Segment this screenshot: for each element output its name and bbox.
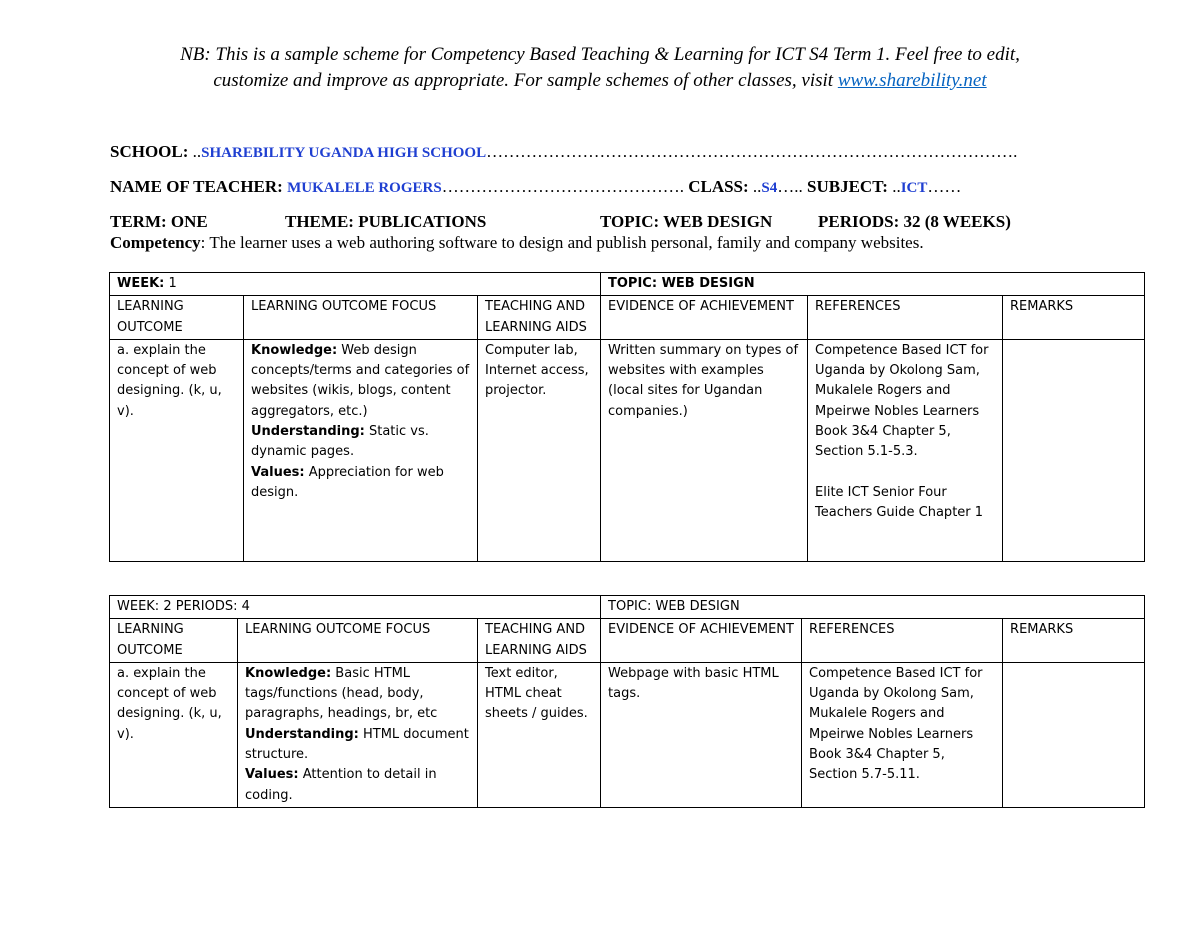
note-line-2-text: customize and improve as appropriate. For sample schemes of other classes, visit	[213, 70, 838, 91]
school-label: SCHOOL:	[110, 142, 189, 161]
values-text: Attention to detail in coding.	[245, 767, 437, 803]
school-value: SHAREBILITY UGANDA HIGH SCHOOL	[201, 145, 487, 161]
understanding-label: Understanding:	[245, 726, 359, 742]
teacher-trail-dots: …………………………………….	[441, 177, 684, 196]
col-learning-outcome: LEARNING OUTCOME	[110, 296, 244, 340]
week-1-outcome: a. explain the concept of web designing. (k, u, v).	[110, 339, 244, 561]
competency-line	[110, 233, 924, 253]
understanding-label: Understanding:	[251, 424, 365, 440]
understanding-text: HTML document structure.	[245, 726, 469, 763]
week-1-reference-extra: Elite ICT Senior Four Teachers Guide Chapter 1	[815, 484, 984, 520]
note-line-2	[0, 68, 1200, 94]
subject-trail-dots: ……	[927, 177, 962, 196]
values-label: Values:	[251, 464, 305, 480]
col-teaching-aids: TEACHING AND LEARNING AIDS	[478, 296, 601, 340]
week-2-references: Competence Based ICT for Uganda by Okolong Sam, Mukalele Rogers and Mpeirwe Nobles Learners Book 3&4 Chapter 5, Section 5.7-5.11.	[802, 662, 1003, 807]
teacher-line	[110, 177, 961, 197]
week-1-evidence: Written summary on types of websites with examples (local sites for Ugandan companies.)	[601, 339, 808, 561]
col-references: REFERENCES	[802, 619, 1003, 663]
topic-text: TOPIC: WEB DESIGN	[600, 212, 773, 231]
col-teaching-aids: TEACHING AND LEARNING AIDS	[478, 619, 601, 663]
term-text: TERM: ONE	[110, 212, 208, 231]
competency-text: : The learner uses a web authoring software to design and publish personal, family and company websites.	[200, 233, 924, 252]
col-evidence: EVIDENCE OF ACHIEVEMENT	[601, 296, 808, 340]
class-trail-dots: …..	[777, 177, 803, 196]
week-1-value: 1	[164, 276, 177, 291]
week-2-outcome: a. explain the concept of web designing. (k, u, v).	[110, 662, 238, 807]
knowledge-label: Knowledge:	[251, 342, 338, 358]
week-2-header-row	[110, 619, 1145, 663]
col-outcome-focus: LEARNING OUTCOME FOCUS	[238, 619, 478, 663]
school-line	[110, 142, 1017, 162]
values-label: Values:	[245, 767, 299, 783]
values-text: Appreciation for web design.	[251, 464, 444, 500]
col-outcome-focus: LEARNING OUTCOME FOCUS	[244, 296, 478, 340]
teacher-value: MUKALELE ROGERS	[287, 180, 442, 196]
week-2-focus	[238, 662, 478, 807]
teacher-label: NAME OF TEACHER:	[110, 177, 283, 196]
week-1-remarks	[1003, 339, 1145, 561]
col-remarks: REMARKS	[1003, 296, 1145, 340]
week-1-title-row	[110, 273, 1145, 296]
sample-note	[0, 42, 1200, 94]
theme-text: THEME: PUBLICATIONS	[285, 212, 487, 231]
week-1-topic-cell: TOPIC: WEB DESIGN	[601, 273, 1145, 296]
week-1-label-cell	[110, 273, 601, 296]
class-value: S4	[761, 180, 778, 196]
week-1-content-row	[110, 339, 1145, 561]
week-2-remarks	[1003, 662, 1145, 807]
understanding-text: Static vs. dynamic pages.	[251, 424, 429, 460]
periods-text: PERIODS: 32 (8 WEEKS)	[818, 212, 1011, 231]
knowledge-label: Knowledge:	[245, 665, 332, 681]
subject-lead-dots: ..	[887, 177, 901, 196]
school-lead-dots: ..	[188, 142, 202, 161]
week-2-evidence: Webpage with basic HTML tags.	[601, 662, 802, 807]
class-label: CLASS:	[688, 177, 749, 196]
term-line	[110, 212, 1110, 234]
sharebility-link[interactable]: www.sharebility.net	[837, 70, 987, 91]
week-1-references	[808, 339, 1003, 561]
subject-value: ICT	[900, 180, 928, 196]
knowledge-text: Basic HTML tags/functions (head, body, paragraphs, headings, br, etc	[245, 665, 438, 722]
col-references: REFERENCES	[808, 296, 1003, 340]
school-trail-dots: ………………………………………………………………………………….	[486, 142, 1018, 161]
subject-label: SUBJECT:	[807, 177, 888, 196]
week-2-content-row	[110, 662, 1145, 807]
col-learning-outcome: LEARNING OUTCOME	[110, 619, 238, 663]
week-1-aids: Computer lab, Internet access, projector.	[478, 339, 601, 561]
col-evidence: EVIDENCE OF ACHIEVEMENT	[601, 619, 802, 663]
col-remarks: REMARKS	[1003, 619, 1145, 663]
week-1-label: WEEK:	[117, 276, 165, 291]
competency-label: Competency	[110, 233, 201, 252]
week-1-header-row	[110, 296, 1145, 340]
week-2-title-row	[110, 596, 1145, 619]
week-2-topic-cell: TOPIC: WEB DESIGN	[601, 596, 1145, 619]
week-1-reference-main: Competence Based ICT for Uganda by Okolong Sam, Mukalele Rogers and Mpeirwe Nobles Learners Book 3&4 Chapter 5, Section 5.1-5.3.	[815, 342, 989, 460]
week-2-table	[109, 595, 1145, 808]
knowledge-text: Web design concepts/terms and categories of websites (wikis, blogs, content aggregators, etc.)	[251, 342, 470, 419]
note-line-1: NB: This is a sample scheme for Competency Based Teaching & Learning for ICT S4 Term 1. Feel free to edit,	[180, 44, 1020, 65]
class-lead-dots: ..	[748, 177, 762, 196]
week-2-aids: Text editor, HTML cheat sheets / guides.	[478, 662, 601, 807]
week-2-label-cell: WEEK: 2 PERIODS: 4	[110, 596, 601, 619]
week-1-table	[109, 272, 1145, 562]
week-1-focus	[244, 339, 478, 561]
